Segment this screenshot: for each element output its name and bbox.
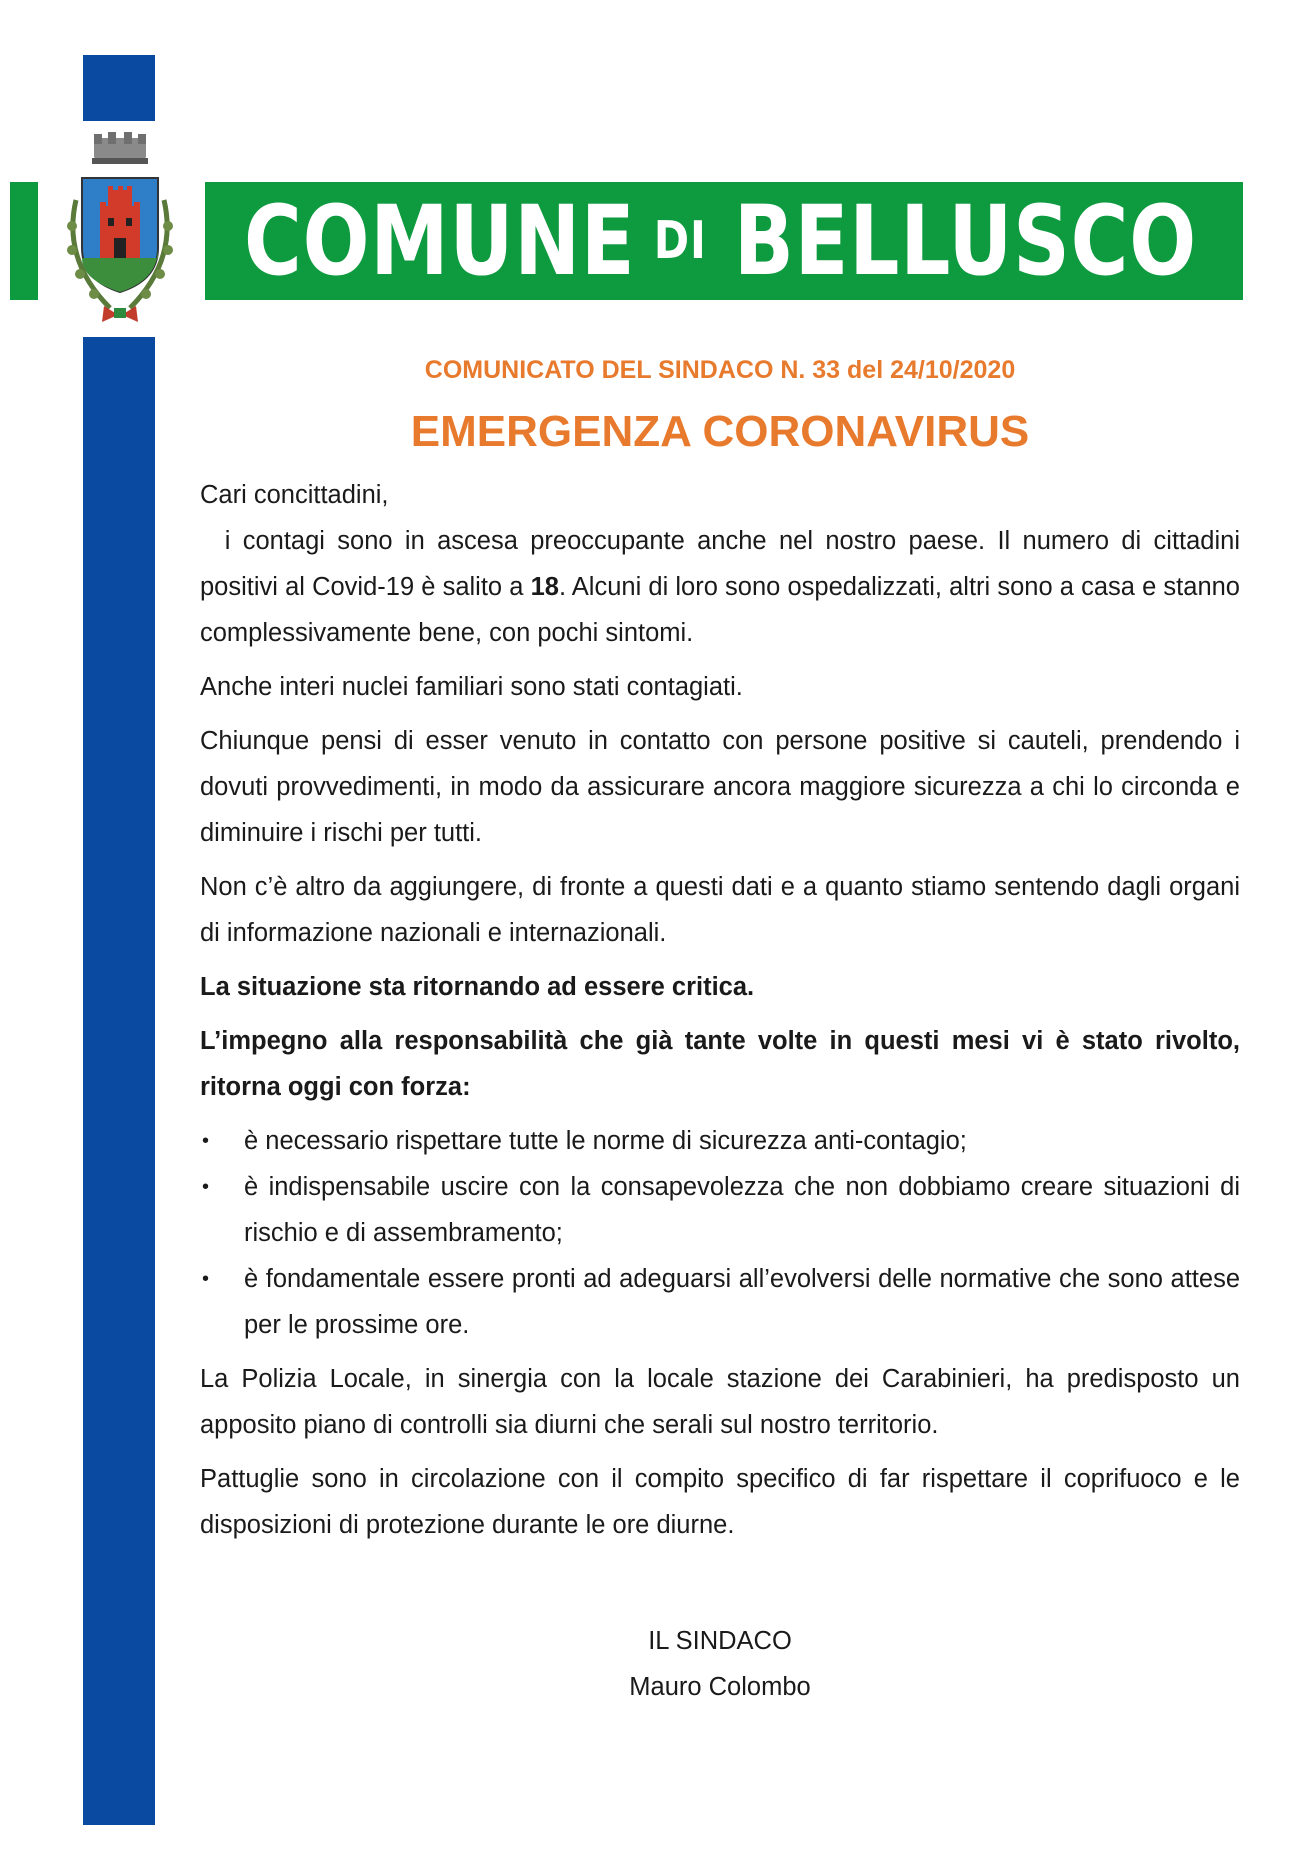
list-item-text: è indispensabile uscire con la consapevolezza che non dobbiamo creare situazioni di rischio e di assembramento; xyxy=(244,1173,1240,1247)
paragraph-contagi-a: i contagi sono in ascesa preoccupante anche nel nostro paese. Il numero di cittadini positivi al Covid-19 è salito a xyxy=(200,527,1240,601)
list-item-text: è necessario rispettare tutte le norme di sicurezza anti-contagio; xyxy=(244,1127,967,1155)
paragraph-polizia: La Polizia Locale, in sinergia con la locale stazione dei Carabinieri, ha predisposto un apposito piano di controlli sia diurni che serali sul nostro territorio. xyxy=(200,1365,1240,1439)
paragraph-nuclei: Anche interi nuclei familiari sono stati contagiati. xyxy=(200,673,743,701)
paragraph-contatto: Chiunque pensi di esser venuto in contatto con persone positive si cauteli, prendendo i dovuti provvedimenti, in modo da assicurare ancora maggiore sicurezza a chi lo circonda e diminuire i rischi per tutti. xyxy=(200,727,1240,847)
banner-word-bellusco: BELLUSCO xyxy=(733,185,1197,297)
document-body xyxy=(200,350,1240,1710)
list-item xyxy=(200,1164,1240,1256)
communique-subtitle: COMUNICATO DEL SINDACO N. 33 del 24/10/2020 xyxy=(424,356,1016,384)
banner-word-comune: COMUNE xyxy=(243,185,636,297)
castle-crest-icon xyxy=(58,130,182,330)
bullet-icon: • xyxy=(202,1268,210,1290)
paragraph-contagi-b: . Alcuni di loro sono ospedalizzati, altri sono a casa e stanno complessivamente bene, con pochi sintomi. xyxy=(200,573,1240,647)
list-item xyxy=(200,1118,1240,1164)
positive-count: 18 xyxy=(530,573,559,601)
bullet-icon: • xyxy=(202,1176,210,1198)
greeting: Cari concittadini, xyxy=(200,481,389,509)
rules-list xyxy=(200,1118,1240,1348)
list-item-text: è fondamentale essere pronti ad adeguarsi all’evolversi delle normative che sono attese per le prossime ore. xyxy=(244,1265,1240,1339)
bullet-icon: • xyxy=(202,1130,210,1152)
paragraph-contagi xyxy=(200,518,1240,656)
paragraph-critica: La situazione sta ritornando ad essere critica. xyxy=(200,973,755,1001)
signature-role: IL SINDACO xyxy=(648,1627,792,1655)
document-title: EMERGENZA CORONAVIRUS xyxy=(410,407,1030,456)
paragraph-pattuglie: Pattuglie sono in circolazione con il compito specifico di far rispettare il coprifuoco e le disposizioni di protezione durante le ore diurne. xyxy=(200,1465,1240,1539)
paragraph-impegno: L’impegno alla responsabilità che già tante volte in questi mesi vi è stato rivolto, ritorna oggi con forza: xyxy=(200,1027,1240,1101)
blue-stripe-main xyxy=(83,337,155,1825)
green-stripe-left xyxy=(10,182,38,300)
signature-name: Mauro Colombo xyxy=(629,1673,811,1701)
municipality-banner xyxy=(205,182,1243,300)
blue-stripe-top xyxy=(83,55,155,121)
banner-word-di: DI xyxy=(653,211,707,271)
signature-block xyxy=(200,1618,1240,1710)
list-item xyxy=(200,1256,1240,1348)
paragraph-dati: Non c’è altro da aggiungere, di fronte a questi dati e a quanto stiamo sentendo dagli organi di informazione nazionali e internazionali. xyxy=(200,873,1240,947)
